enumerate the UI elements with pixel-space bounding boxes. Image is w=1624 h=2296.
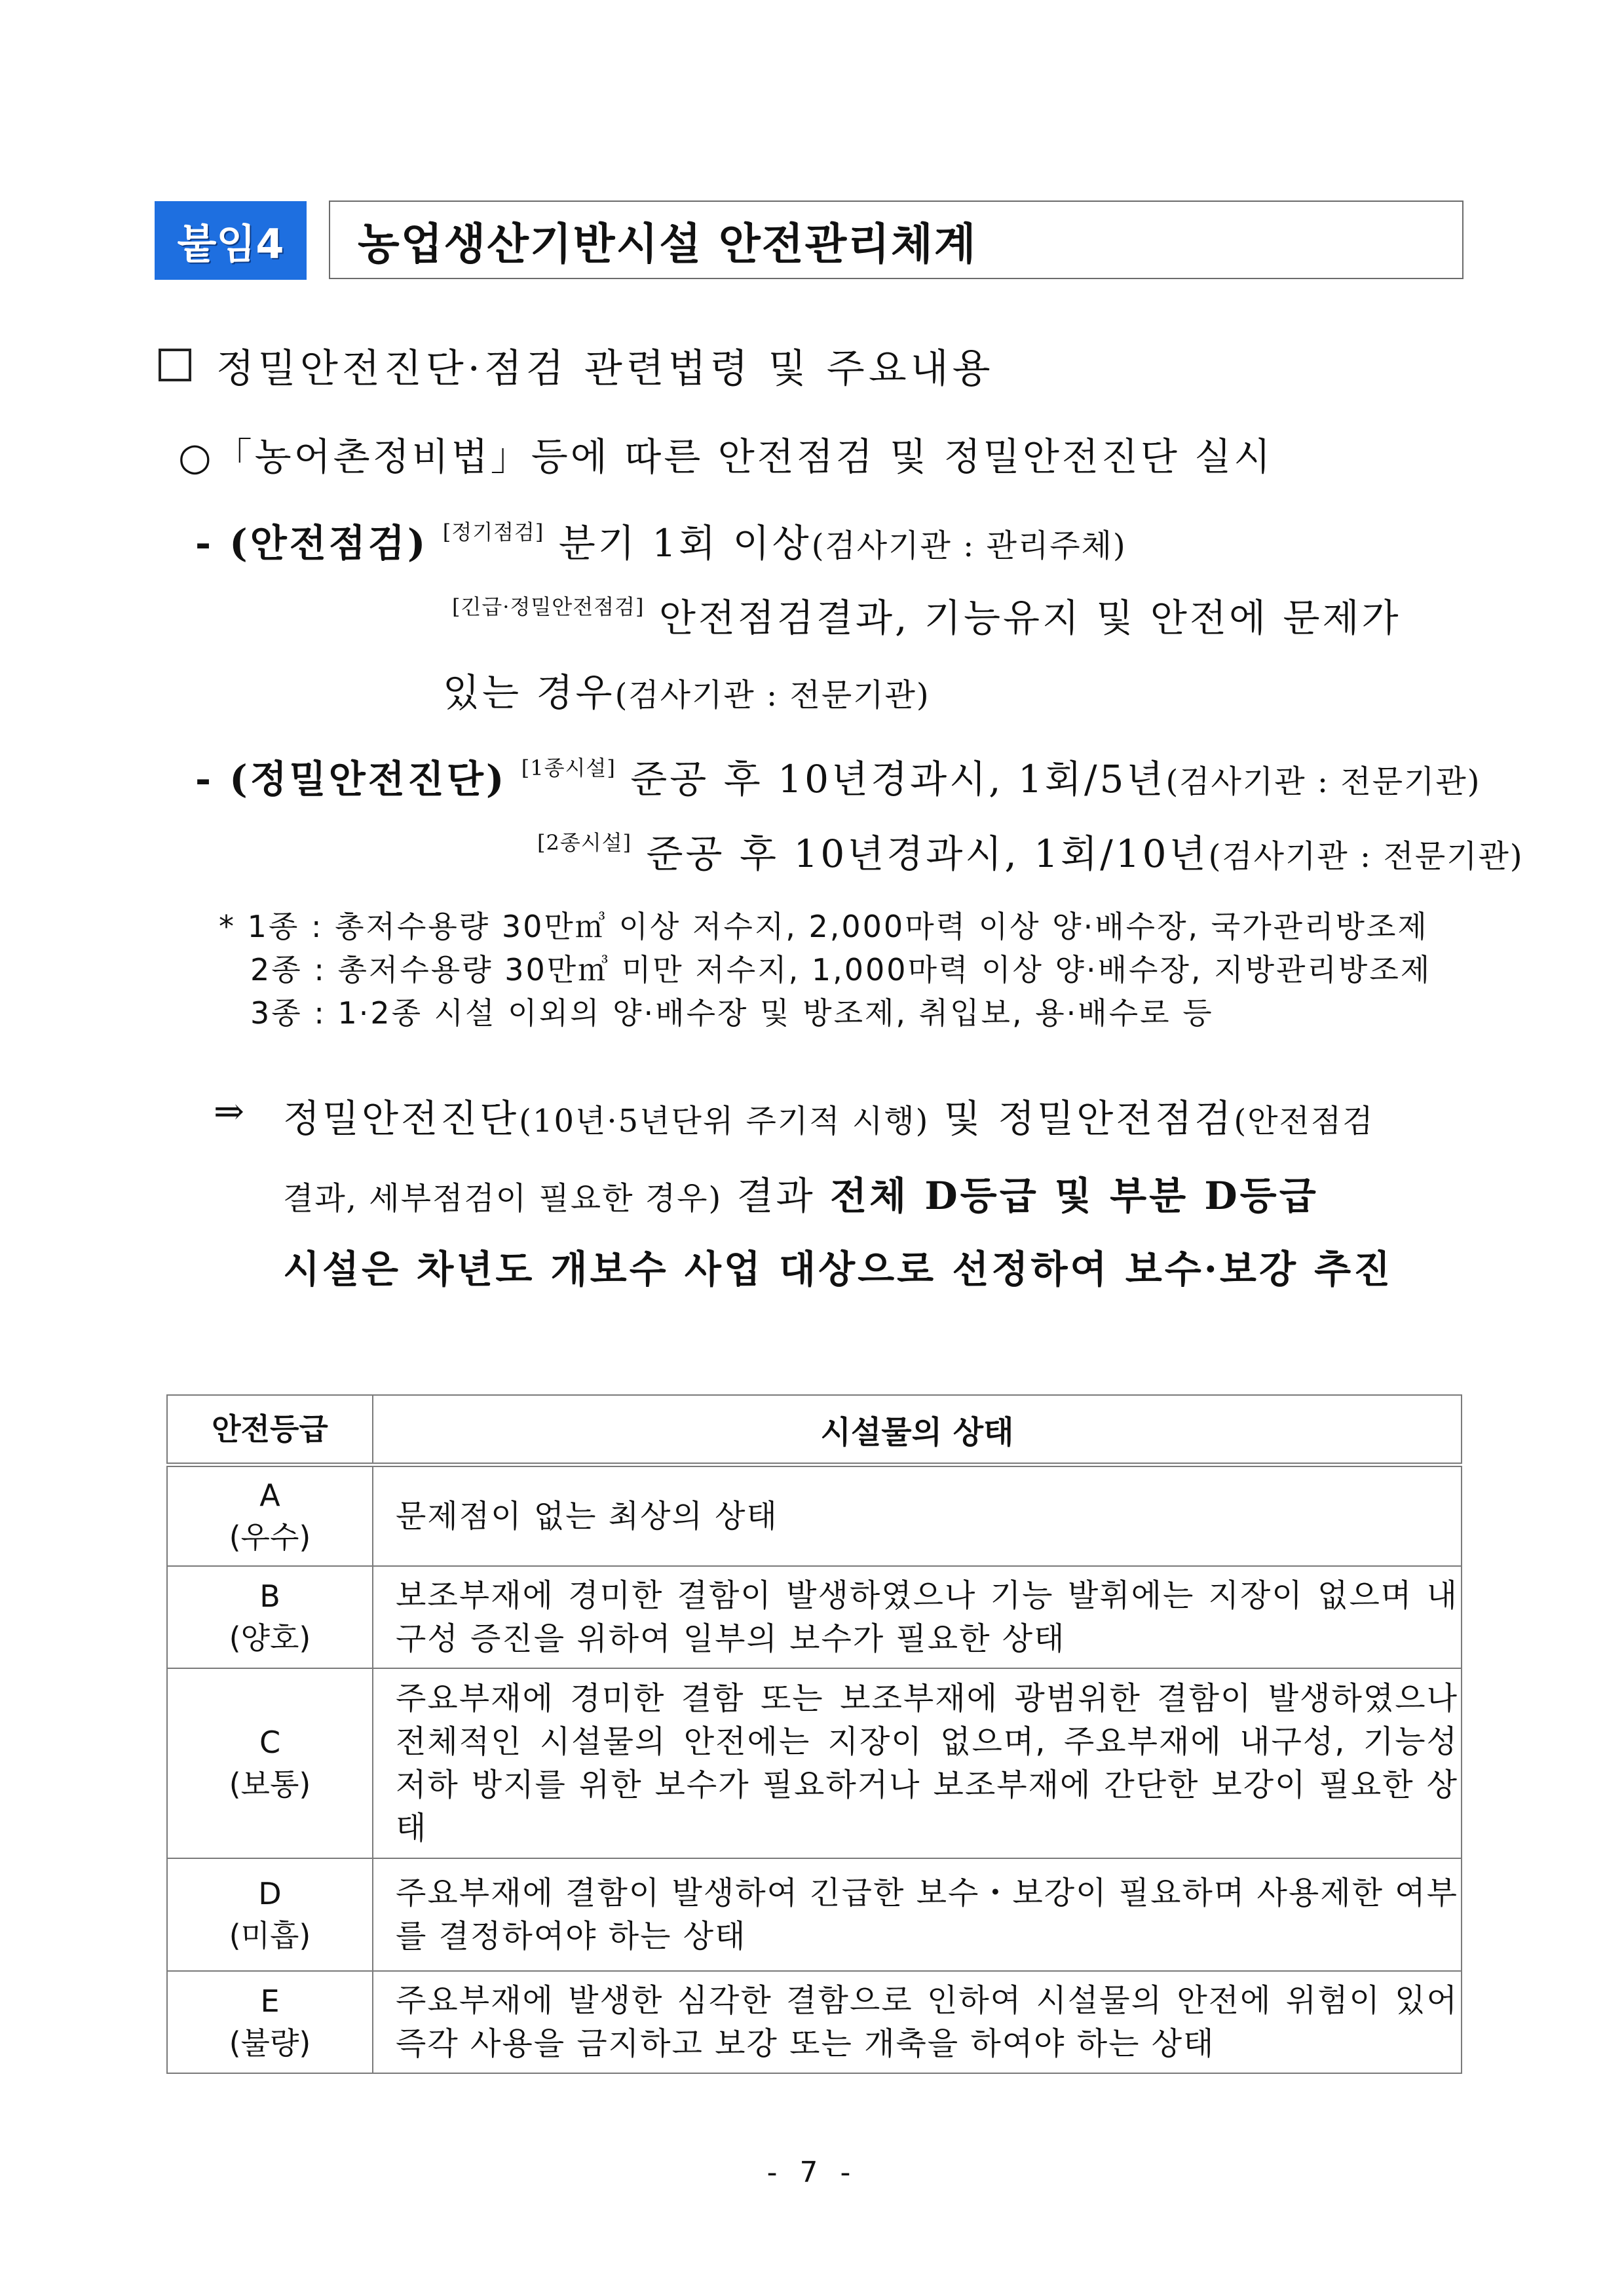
grade-letter: A xyxy=(259,1477,280,1513)
conclusion-line-2 xyxy=(283,1165,1319,1220)
conclusion-line-1 xyxy=(283,1088,1374,1143)
conclusion-1c: 및 정밀안전점검 xyxy=(929,1096,1234,1141)
class1-tag: [1종시설] xyxy=(521,756,616,780)
grade-letter: B xyxy=(259,1578,280,1614)
grade-letter: C xyxy=(259,1724,281,1760)
emergency-tag: [긴급·정밀안전점검] xyxy=(452,594,645,619)
status-cell: 주요부재에 결함이 발생하여 긴급한 보수・보강이 필요하며 사용제한 여부를 결정하여야 하는 상태 xyxy=(373,1858,1462,1971)
grade-label: (양호) xyxy=(229,1620,311,1656)
conclusion-1d: (안전점검 xyxy=(1234,1103,1374,1139)
conclusion-2c: 전체 D등급 및 부분 D등급 xyxy=(830,1174,1319,1218)
header-status: 시설물의 상태 xyxy=(373,1395,1462,1465)
grade-label: (보통) xyxy=(229,1766,311,1802)
emergency-text-2: 있는 경우 xyxy=(443,670,615,715)
grade-cell xyxy=(167,1465,373,1566)
regular-paren: (검사기관 : 관리주체) xyxy=(811,527,1127,564)
conclusion-2a: 결과, 세부점검이 필요한 경우) xyxy=(283,1180,723,1217)
grade-label: (우수) xyxy=(229,1519,311,1555)
diagnosis-line-2 xyxy=(537,823,1524,878)
page-number: - 7 - xyxy=(766,2156,858,2189)
inspection-line-1 xyxy=(195,512,1127,567)
header-grade: 안전등급 xyxy=(167,1395,373,1465)
table-row xyxy=(167,1858,1462,1971)
class2-text: 준공 후 10년경과시, 1회/10년 xyxy=(646,832,1209,876)
class2-paren: (검사기관 : 전문기관) xyxy=(1208,838,1524,875)
grade-letter: D xyxy=(258,1875,282,1911)
grade-cell xyxy=(167,1668,373,1858)
diagnosis-line-1 xyxy=(195,748,1481,803)
arrow-icon: ⇒ xyxy=(214,1090,244,1133)
regular-tag: [정기점검] xyxy=(442,520,544,545)
class1-paren: (검사기관 : 전문기관) xyxy=(1165,763,1481,800)
title-box xyxy=(329,201,1463,279)
conclusion-line-3: 시설은 차년도 개보수 사업 대상으로 선정하여 보수·보강 추진 xyxy=(283,1247,1393,1292)
inspection-label: - (안전점검) xyxy=(195,521,428,565)
inspection-line-3 xyxy=(443,662,930,717)
grade-label: (불량) xyxy=(229,2025,311,2061)
note-class-3: 3종 : 1·2종 시설 이외의 양·배수장 및 방조제, 취입보, 용·배수로 등 xyxy=(250,995,1214,1031)
grade-cell xyxy=(167,1858,373,1971)
bullet-line: ○「농어촌정비법」등에 따른 안전점검 및 정밀안전진단 실시 xyxy=(178,434,1274,479)
inspection-line-2 xyxy=(452,587,1401,642)
status-cell: 보조부재에 경미한 결함이 발생하였으나 기능 발휘에는 지장이 없으며 내구성 증진을 위하여 일부의 보수가 필요한 상태 xyxy=(373,1566,1462,1668)
emergency-text-1: 안전점검결과, 기능유지 및 안전에 문제가 xyxy=(658,596,1401,640)
status-cell: 주요부재에 경미한 결함 또는 보조부재에 광범위한 결함이 발생하였으나 전체적인 시설물의 안전에는 지장이 없으며, 주요부재에 내구성, 기능성 저하 방지를 위한 보수가 필요하거나 보조부재에 간단한 보강이 필요한 상태 xyxy=(373,1668,1462,1858)
status-cell: 문제점이 없는 최상의 상태 xyxy=(373,1465,1462,1566)
class2-tag: [2종시설] xyxy=(537,830,632,855)
table-row xyxy=(167,1971,1462,2073)
diagnosis-label: - (정밀안전진단) xyxy=(195,757,507,801)
grade-letter: E xyxy=(260,1983,280,2019)
conclusion-1a: 정밀안전진단 xyxy=(283,1096,519,1141)
conclusion-2b: 결과 xyxy=(722,1174,831,1218)
section-heading: 정밀안전진단·점검 관련법령 및 주요내용 xyxy=(216,346,994,392)
class1-text: 준공 후 10년경과시, 1회/5년 xyxy=(630,757,1166,801)
page-title: 농업생산기반시설 안전관리체계 xyxy=(358,218,977,269)
table-header-row xyxy=(167,1395,1462,1465)
note-class-1: * 1종 : 총저수용량 30만㎥ 이상 저수지, 2,000마력 이상 양·배수장, 국가관리방조제 xyxy=(219,909,1429,944)
grade-cell xyxy=(167,1566,373,1668)
conclusion-1b: (10년·5년단위 주기적 시행) xyxy=(519,1103,930,1139)
note-class-2: 2종 : 총저수용량 30만㎥ 미만 저수지, 1,000마력 이상 양·배수장, 지방관리방조제 xyxy=(250,952,1432,987)
grade-label: (미흡) xyxy=(229,1917,311,1953)
table-row xyxy=(167,1465,1462,1566)
grade-cell xyxy=(167,1971,373,2073)
safety-grade-table xyxy=(166,1394,1462,2074)
status-cell: 주요부재에 발생한 심각한 결함으로 인하여 시설물의 안전에 위험이 있어 즉각 사용을 금지하고 보강 또는 개축을 하여야 하는 상태 xyxy=(373,1971,1462,2073)
attachment-tag: 붙임4 xyxy=(155,201,307,280)
regular-text: 분기 1회 이상 xyxy=(558,521,812,565)
table-row xyxy=(167,1668,1462,1858)
checkbox-icon xyxy=(159,349,191,381)
table-row xyxy=(167,1566,1462,1668)
emergency-paren: (검사기관 : 전문기관) xyxy=(614,677,930,714)
